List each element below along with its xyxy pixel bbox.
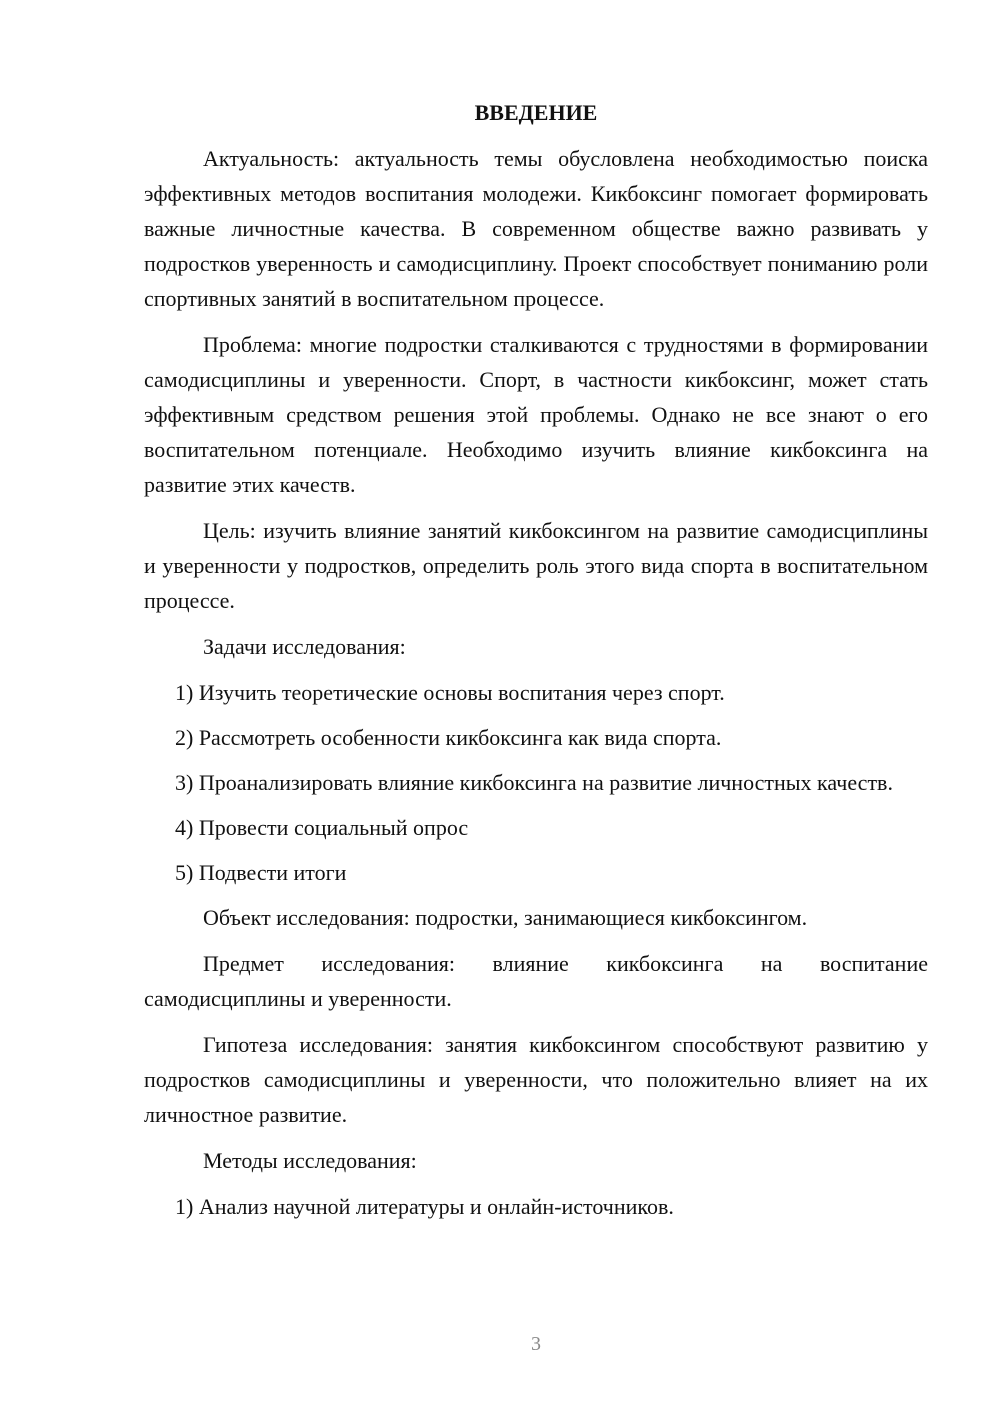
method-item-1: 1) Анализ научной литературы и онлайн-источников. [175,1194,674,1219]
paragraph-relevance: Актуальность: актуальность темы обусловлена необходимостью поиска эффективных методов воспитания молодежи. Кикбоксинг помогает формировать важные личностные качества. В современном обществе важно развивать у подростков уверенность и самодисциплину. Проект способствует пониманию роли спортивных занятий в воспитательном процессе. [144,146,928,311]
paragraph-problem: Проблема: многие подростки сталкиваются с трудностями в формировании самодисциплины и уверенности. Спорт, в частности кикбоксинг, может стать эффективным средством решения этой проблемы. Однако не все знают о его воспитательном потенциале. Необходимо изучить влияние кикбоксинга на развитие этих качеств. [144,332,928,497]
paragraph-goal: Цель: изучить влияние занятий кикбоксингом на развитие самодисциплины и уверенности у подростков, определить роль этого вида спорта в воспитательном процессе. [144,518,928,613]
paragraph-hypothesis: Гипотеза исследования: занятия кикбоксингом способствуют развитию у подростков самодисциплины и уверенности, что положительно влияет на их личностное развитие. [144,1032,928,1127]
page-number: 3 [531,1333,541,1355]
task-item-5: 5) Подвести итоги [175,860,347,885]
task-item-3: 3) Проанализировать влияние кикбоксинга на развитие личностных качеств. [175,770,893,795]
paragraph-object: Объект исследования: подростки, занимающиеся кикбоксингом. [203,905,808,930]
tasks-heading: Задачи исследования: [203,634,406,659]
task-item-1: 1) Изучить теоретические основы воспитания через спорт. [175,680,725,705]
paragraph-subject: Предмет исследования: влияние кикбоксинга на воспитание самодисциплины и уверенности. [144,951,928,1011]
methods-heading: Методы исследования: [203,1148,417,1173]
page-content [144,95,928,1234]
task-item-2: 2) Рассмотреть особенности кикбоксинга как вида спорта. [175,725,722,750]
section-title: ВВЕДЕНИЕ [474,100,598,125]
task-item-4: 4) Провести социальный опрос [175,815,469,840]
